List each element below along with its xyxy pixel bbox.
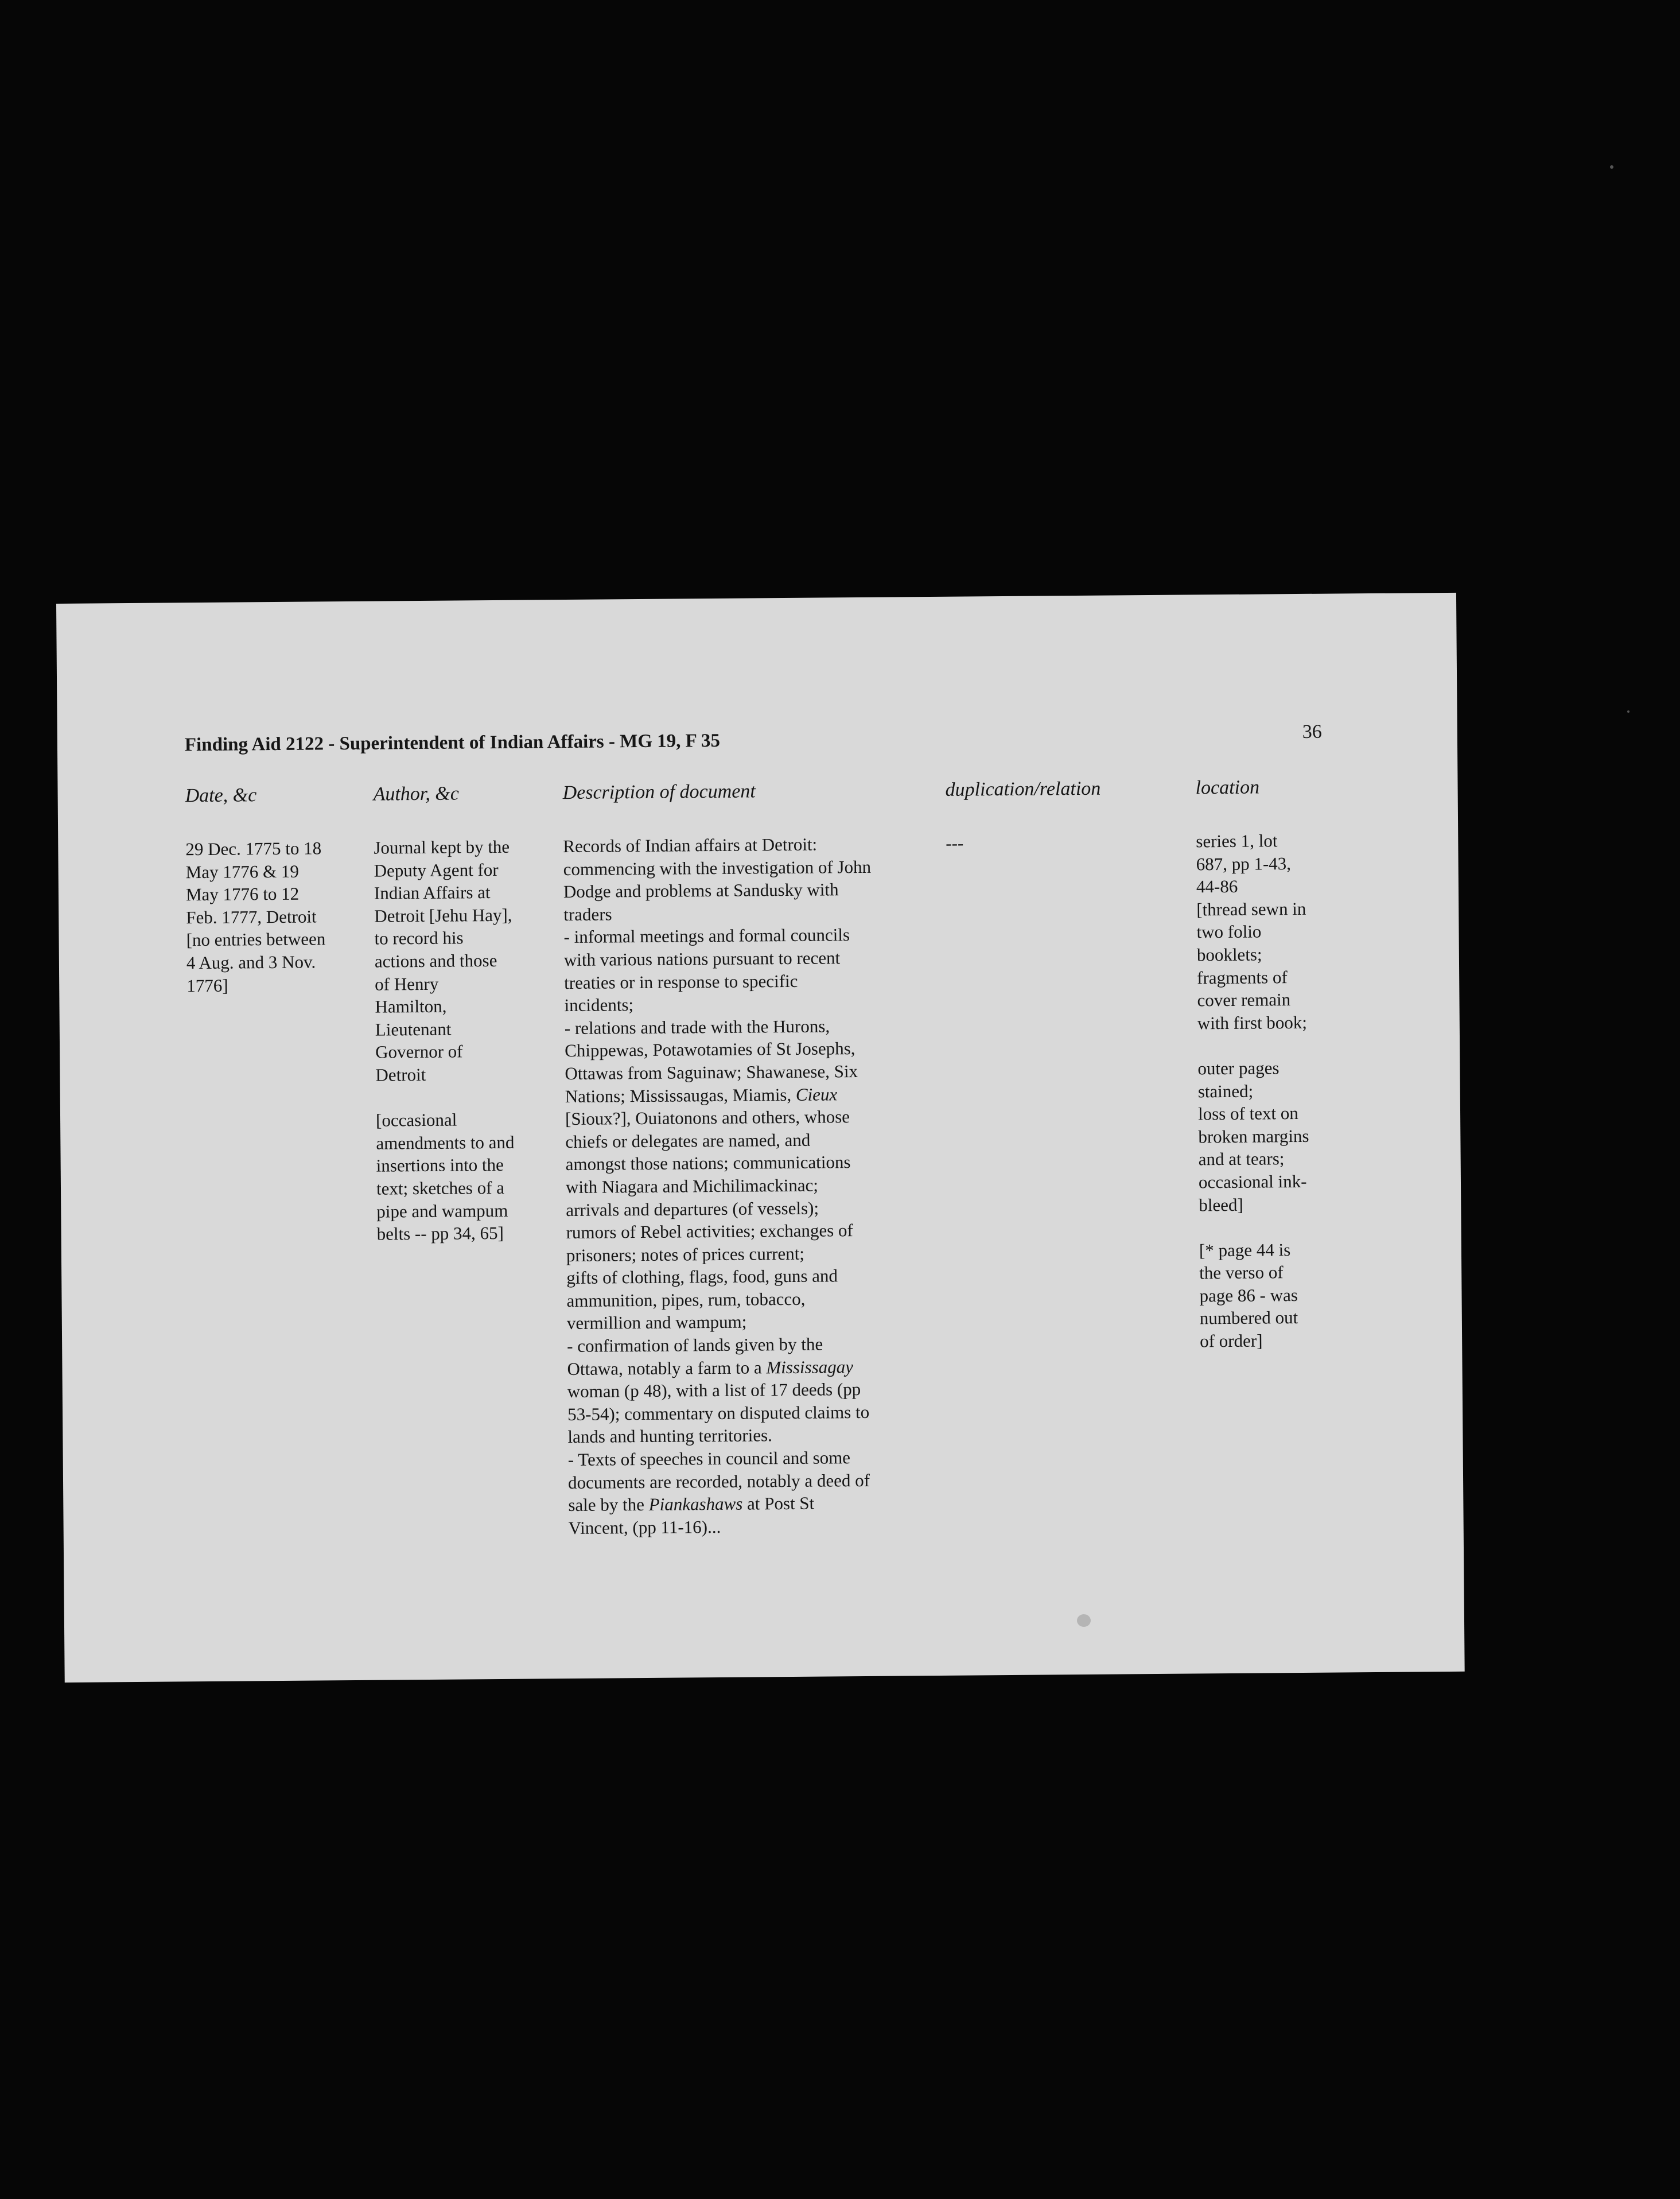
text-line: Deputy Agent for	[374, 859, 499, 881]
document-page	[56, 593, 1465, 1683]
text-line: - informal meetings and formal councils	[563, 924, 850, 947]
text-line: Vincent, (pp 11-16)...	[568, 1516, 721, 1538]
text-line: treaties or in response to specific	[564, 970, 798, 993]
text-line: - Texts of speeches in council and some	[567, 1447, 851, 1470]
text-line: series 1, lot	[1196, 830, 1278, 852]
text-line: May 1776 to 12	[185, 883, 300, 905]
text-line: of order]	[1200, 1330, 1263, 1351]
text-line: documents are recorded, notably a deed of	[567, 1470, 870, 1493]
text-line: Feb. 1777, Detroit	[186, 906, 317, 928]
text-line: prisoners; notes of prices current;	[566, 1243, 805, 1265]
text-line: numbered out	[1199, 1307, 1298, 1328]
text-line: 53-54); commentary on disputed claims to	[567, 1401, 870, 1424]
text-line: stained;	[1197, 1081, 1254, 1101]
text-line: bleed]	[1199, 1194, 1243, 1215]
text-line: 687, pp 1-43,	[1196, 853, 1292, 875]
column-location	[1196, 829, 1310, 1353]
film-speck	[1610, 165, 1613, 169]
text-line: 4 Aug. and 3 Nov.	[186, 951, 316, 973]
text-line: 1776]	[186, 975, 228, 996]
text-line: booklets;	[1196, 944, 1262, 965]
film-speck	[1627, 710, 1630, 713]
page-title: Finding Aid 2122 - Superintendent of Indian Affairs - MG 19, F 35	[184, 730, 721, 756]
text-line: [occasional	[375, 1109, 457, 1130]
text-line: Ottawas from Saguinaw; Shawanese, Six	[565, 1060, 858, 1084]
text-line: outer pages	[1197, 1058, 1280, 1079]
text-line: Ottawa, notably a farm to a Mississagay	[567, 1356, 854, 1379]
text-line: ---	[946, 833, 964, 853]
text-line: text; sketches of a	[376, 1177, 505, 1199]
text-line: fragments of	[1197, 966, 1288, 988]
text-line: actions and those	[374, 950, 497, 972]
text-line: Chippewas, Potawotamies of St Josephs,	[565, 1038, 855, 1061]
italic-term: Cieux	[795, 1083, 838, 1105]
text-line: May 1776 & 19	[185, 861, 299, 882]
text-line: gifts of clothing, flags, food, guns and	[566, 1265, 838, 1288]
text-line: loss of text on	[1197, 1103, 1298, 1124]
text-line: [thread sewn in	[1196, 898, 1306, 920]
text-line: occasional ink-	[1198, 1171, 1307, 1192]
text-line: lands and hunting territories.	[567, 1425, 772, 1447]
italic-term: Piankashaws	[648, 1493, 743, 1515]
text-line: [no entries between	[186, 928, 326, 950]
text-line: Governor of	[375, 1041, 463, 1062]
column-duplication	[946, 832, 963, 855]
text-line: incidents;	[564, 994, 634, 1016]
text-line: to record his	[374, 927, 464, 949]
text-line: Nations; Mississaugas, Miamis, Cieux	[565, 1083, 838, 1106]
text-line: [* page 44 is	[1199, 1239, 1291, 1261]
text-line: rumors of Rebel activities; exchanges of	[566, 1220, 853, 1243]
text-line: Journal kept by the	[374, 836, 510, 858]
text-line: amongst those nations; communications	[565, 1152, 851, 1175]
text-line: [Sioux?], Ouiatonons and others, whose	[565, 1106, 850, 1129]
text-line: with first book;	[1197, 1012, 1308, 1034]
text-line: Detroit [Jehu Hay],	[374, 904, 512, 926]
text-line: sale by the Piankashaws at Post St	[568, 1493, 815, 1516]
text-line: 29 Dec. 1775 to 18	[185, 838, 322, 860]
column-date	[185, 837, 326, 997]
column-heading-description: Description of document	[562, 780, 756, 804]
text-line: insertions into the	[376, 1155, 504, 1176]
text-line: the verso of	[1199, 1262, 1284, 1283]
text-line: chiefs or delegates are named, and	[565, 1129, 811, 1152]
italic-term: Mississagay	[766, 1356, 854, 1377]
blank-line	[1197, 1034, 1308, 1057]
text-line: with Niagara and Michilimackinac;	[565, 1175, 819, 1197]
text-line: Records of Indian affairs at Detroit:	[563, 834, 818, 857]
page-number: 36	[1302, 721, 1322, 743]
column-author	[374, 836, 515, 1246]
text-line: Dodge and problems at Sandusky with	[563, 879, 839, 902]
text-line: cover remain	[1197, 989, 1291, 1011]
text-line: two folio	[1196, 921, 1262, 942]
column-heading-duplication: duplication/relation	[945, 778, 1101, 801]
text-line: vermillion and wampum;	[566, 1312, 747, 1334]
text-line: of Henry	[375, 973, 439, 994]
text-line: Hamilton,	[375, 996, 447, 1017]
text-line: belts -- pp 34, 65]	[376, 1223, 504, 1244]
text-line: amendments to and	[376, 1132, 515, 1153]
text-line: with various nations pursuant to recent	[563, 947, 841, 970]
blank-line	[1199, 1215, 1309, 1239]
text-line: Detroit	[375, 1064, 426, 1085]
column-heading-location: location	[1195, 776, 1260, 799]
blank-line	[376, 1085, 514, 1109]
text-line: traders	[563, 904, 612, 924]
text-line: - confirmation of lands given by the	[567, 1334, 823, 1357]
text-line: Lieutenant	[375, 1019, 452, 1040]
column-heading-author: Author, &c	[373, 783, 459, 805]
text-line: page 86 - was	[1199, 1284, 1298, 1306]
text-line: Indian Affairs at	[374, 882, 491, 903]
text-line: commencing with the investigation of John	[563, 856, 872, 879]
text-line: ammunition, pipes, rum, tobacco,	[566, 1288, 806, 1311]
film-spot	[1077, 1614, 1091, 1627]
text-line: woman (p 48), with a list of 17 deeds (pp	[567, 1379, 861, 1402]
text-line: - relations and trade with the Hurons,	[564, 1016, 830, 1038]
column-description	[563, 833, 876, 1540]
text-line: 44-86	[1196, 876, 1238, 897]
column-heading-date: Date, &c	[185, 784, 257, 807]
text-line: broken margins	[1198, 1125, 1309, 1147]
text-line: pipe and wampum	[376, 1200, 508, 1222]
text-line: arrivals and departures (of vessels);	[566, 1198, 819, 1220]
text-line: and at tears;	[1198, 1148, 1285, 1170]
